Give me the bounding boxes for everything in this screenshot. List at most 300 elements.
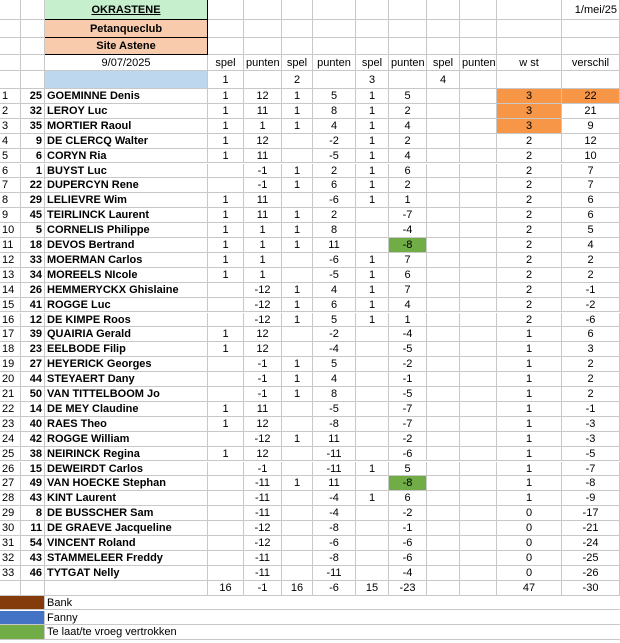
total-s3[interactable]: 15 bbox=[356, 581, 389, 596]
score-s1[interactable] bbox=[208, 357, 244, 372]
cell[interactable] bbox=[282, 38, 313, 55]
score-s3[interactable]: 1 bbox=[356, 193, 389, 208]
score-p1[interactable]: 11 bbox=[244, 149, 282, 164]
wins-cell[interactable]: 0 bbox=[497, 566, 562, 581]
score-p3[interactable]: -4 bbox=[389, 223, 427, 238]
difference-cell[interactable]: -9 bbox=[562, 491, 620, 506]
score-p1[interactable]: 1 bbox=[244, 238, 282, 253]
cell[interactable] bbox=[562, 20, 620, 38]
total-p3[interactable]: -23 bbox=[389, 581, 427, 596]
score-s3[interactable]: 1 bbox=[356, 268, 389, 283]
difference-cell[interactable]: 10 bbox=[562, 149, 620, 164]
score-p3[interactable]: -5 bbox=[389, 387, 427, 402]
club-name[interactable]: Petanqueclub bbox=[45, 20, 208, 38]
score-s2[interactable]: 1 bbox=[282, 164, 313, 179]
difference-cell[interactable]: -2 bbox=[562, 298, 620, 313]
score-s4[interactable] bbox=[427, 164, 460, 179]
score-p4[interactable] bbox=[460, 417, 497, 432]
score-s3[interactable] bbox=[356, 506, 389, 521]
player-name[interactable]: DE KIMPE Roos bbox=[45, 313, 208, 328]
score-p2[interactable]: -11 bbox=[313, 462, 356, 477]
rank-cell[interactable]: 28 bbox=[0, 491, 21, 506]
score-s3[interactable]: 1 bbox=[356, 89, 389, 104]
score-s3[interactable] bbox=[356, 447, 389, 462]
score-s1[interactable] bbox=[208, 491, 244, 506]
player-number[interactable]: 6 bbox=[21, 149, 45, 164]
wins-cell[interactable]: 0 bbox=[497, 521, 562, 536]
score-s4[interactable] bbox=[427, 313, 460, 328]
score-s3[interactable] bbox=[356, 551, 389, 566]
score-s1[interactable] bbox=[208, 476, 244, 491]
rank-cell[interactable]: 14 bbox=[0, 283, 21, 298]
score-p1[interactable]: -12 bbox=[244, 298, 282, 313]
score-s4[interactable] bbox=[427, 432, 460, 447]
score-p3[interactable]: -1 bbox=[389, 372, 427, 387]
round-number[interactable]: 3 bbox=[356, 71, 389, 89]
column-header-verschil[interactable]: verschil bbox=[562, 55, 620, 71]
difference-cell[interactable]: 3 bbox=[562, 342, 620, 357]
cell[interactable] bbox=[497, 20, 562, 38]
score-p2[interactable]: -4 bbox=[313, 342, 356, 357]
legend-swatch[interactable] bbox=[0, 625, 45, 640]
wins-cell[interactable]: 2 bbox=[497, 313, 562, 328]
cell[interactable] bbox=[0, 55, 21, 71]
difference-cell[interactable]: 22 bbox=[562, 89, 620, 104]
score-p2[interactable]: -11 bbox=[313, 447, 356, 462]
score-s1[interactable] bbox=[208, 462, 244, 477]
difference-cell[interactable]: -24 bbox=[562, 536, 620, 551]
score-s1[interactable]: 1 bbox=[208, 104, 244, 119]
score-p3[interactable]: 1 bbox=[389, 313, 427, 328]
score-s3[interactable]: 1 bbox=[356, 104, 389, 119]
player-name[interactable]: MORTIER Raoul bbox=[45, 119, 208, 134]
score-s2[interactable] bbox=[282, 447, 313, 462]
cell[interactable] bbox=[356, 0, 389, 20]
score-p1[interactable]: -11 bbox=[244, 491, 282, 506]
wins-cell[interactable]: 0 bbox=[497, 551, 562, 566]
player-name[interactable]: CORNELIS Philippe bbox=[45, 223, 208, 238]
score-p2[interactable]: 8 bbox=[313, 387, 356, 402]
score-p3[interactable]: 6 bbox=[389, 268, 427, 283]
rank-cell[interactable]: 6 bbox=[0, 164, 21, 179]
score-p2[interactable]: -6 bbox=[313, 193, 356, 208]
score-p3[interactable]: -8 bbox=[389, 476, 427, 491]
score-p3[interactable]: 4 bbox=[389, 149, 427, 164]
score-p3[interactable]: 6 bbox=[389, 491, 427, 506]
score-p4[interactable] bbox=[460, 462, 497, 477]
score-p1[interactable]: 12 bbox=[244, 417, 282, 432]
cell[interactable] bbox=[313, 71, 356, 89]
score-p1[interactable]: -1 bbox=[244, 387, 282, 402]
difference-cell[interactable]: 21 bbox=[562, 104, 620, 119]
wins-cell[interactable]: 1 bbox=[497, 402, 562, 417]
player-name[interactable]: LEROY Luc bbox=[45, 104, 208, 119]
match-date[interactable]: 9/07/2025 bbox=[45, 55, 208, 71]
score-p2[interactable]: -5 bbox=[313, 149, 356, 164]
score-p4[interactable] bbox=[460, 432, 497, 447]
wins-cell[interactable]: 1 bbox=[497, 462, 562, 477]
score-s4[interactable] bbox=[427, 462, 460, 477]
score-p1[interactable]: 1 bbox=[244, 253, 282, 268]
score-s2[interactable]: 1 bbox=[282, 119, 313, 134]
score-p3[interactable]: -4 bbox=[389, 327, 427, 342]
score-p4[interactable] bbox=[460, 476, 497, 491]
cell[interactable] bbox=[0, 38, 21, 55]
score-s4[interactable] bbox=[427, 387, 460, 402]
score-s3[interactable]: 1 bbox=[356, 313, 389, 328]
score-p4[interactable] bbox=[460, 402, 497, 417]
score-p3[interactable]: -7 bbox=[389, 402, 427, 417]
wins-cell[interactable]: 1 bbox=[497, 432, 562, 447]
cell[interactable] bbox=[460, 0, 497, 20]
difference-cell[interactable]: 7 bbox=[562, 178, 620, 193]
score-p1[interactable]: 12 bbox=[244, 327, 282, 342]
score-p4[interactable] bbox=[460, 268, 497, 283]
player-number[interactable]: 46 bbox=[21, 566, 45, 581]
score-p4[interactable] bbox=[460, 551, 497, 566]
player-number[interactable]: 40 bbox=[21, 417, 45, 432]
player-number[interactable]: 14 bbox=[21, 402, 45, 417]
score-s1[interactable] bbox=[208, 566, 244, 581]
score-s4[interactable] bbox=[427, 149, 460, 164]
score-p2[interactable]: -11 bbox=[313, 566, 356, 581]
score-s2[interactable] bbox=[282, 506, 313, 521]
difference-cell[interactable]: 2 bbox=[562, 268, 620, 283]
score-p1[interactable]: 12 bbox=[244, 134, 282, 149]
score-s2[interactable]: 1 bbox=[282, 432, 313, 447]
cell[interactable] bbox=[389, 0, 427, 20]
cell[interactable] bbox=[21, 581, 45, 596]
round-number[interactable]: 2 bbox=[282, 71, 313, 89]
difference-cell[interactable]: 5 bbox=[562, 223, 620, 238]
cell[interactable] bbox=[389, 38, 427, 55]
wins-cell[interactable]: 2 bbox=[497, 268, 562, 283]
score-s4[interactable] bbox=[427, 119, 460, 134]
score-s3[interactable] bbox=[356, 432, 389, 447]
score-s2[interactable] bbox=[282, 536, 313, 551]
score-s3[interactable]: 1 bbox=[356, 149, 389, 164]
score-s1[interactable]: 1 bbox=[208, 149, 244, 164]
cell[interactable] bbox=[21, 38, 45, 55]
season-date[interactable]: 1/mei/25 bbox=[562, 0, 620, 20]
player-name[interactable]: DE CLERCQ Walter bbox=[45, 134, 208, 149]
score-p1[interactable]: 11 bbox=[244, 402, 282, 417]
score-p3[interactable]: -4 bbox=[389, 566, 427, 581]
score-p3[interactable]: -1 bbox=[389, 521, 427, 536]
score-p2[interactable]: 4 bbox=[313, 119, 356, 134]
cell[interactable] bbox=[562, 38, 620, 55]
rank-cell[interactable]: 31 bbox=[0, 536, 21, 551]
wins-cell[interactable]: 3 bbox=[497, 119, 562, 134]
cell[interactable] bbox=[460, 20, 497, 38]
player-name[interactable]: DE BUSSCHER Sam bbox=[45, 506, 208, 521]
cell[interactable] bbox=[244, 71, 282, 89]
rank-cell[interactable]: 12 bbox=[0, 253, 21, 268]
difference-cell[interactable]: -3 bbox=[562, 417, 620, 432]
player-name[interactable]: TYTGAT Nelly bbox=[45, 566, 208, 581]
score-p2[interactable]: -4 bbox=[313, 506, 356, 521]
cell[interactable] bbox=[0, 581, 21, 596]
cell[interactable] bbox=[427, 0, 460, 20]
score-s3[interactable] bbox=[356, 566, 389, 581]
score-s1[interactable] bbox=[208, 283, 244, 298]
score-p3[interactable]: 2 bbox=[389, 134, 427, 149]
difference-cell[interactable]: -3 bbox=[562, 432, 620, 447]
player-name[interactable]: DEWEIRDT Carlos bbox=[45, 462, 208, 477]
player-name[interactable]: VINCENT Roland bbox=[45, 536, 208, 551]
score-s2[interactable]: 1 bbox=[282, 178, 313, 193]
score-p4[interactable] bbox=[460, 521, 497, 536]
score-p3[interactable]: -6 bbox=[389, 447, 427, 462]
wins-cell[interactable]: 2 bbox=[497, 193, 562, 208]
difference-cell[interactable]: -25 bbox=[562, 551, 620, 566]
difference-cell[interactable]: -17 bbox=[562, 506, 620, 521]
rank-cell[interactable]: 1 bbox=[0, 89, 21, 104]
wins-cell[interactable]: 1 bbox=[497, 476, 562, 491]
difference-cell[interactable]: -26 bbox=[562, 566, 620, 581]
cell[interactable] bbox=[389, 71, 427, 89]
score-p1[interactable]: -12 bbox=[244, 432, 282, 447]
cell[interactable] bbox=[282, 20, 313, 38]
player-number[interactable]: 35 bbox=[21, 119, 45, 134]
score-s1[interactable]: 1 bbox=[208, 417, 244, 432]
score-p4[interactable] bbox=[460, 89, 497, 104]
score-s2[interactable] bbox=[282, 327, 313, 342]
score-p3[interactable]: 5 bbox=[389, 462, 427, 477]
score-s1[interactable]: 1 bbox=[208, 89, 244, 104]
score-p2[interactable]: 11 bbox=[313, 238, 356, 253]
score-s4[interactable] bbox=[427, 551, 460, 566]
score-p4[interactable] bbox=[460, 387, 497, 402]
score-s3[interactable] bbox=[356, 342, 389, 357]
score-s4[interactable] bbox=[427, 417, 460, 432]
score-p2[interactable]: -6 bbox=[313, 253, 356, 268]
cell[interactable] bbox=[356, 20, 389, 38]
player-name[interactable]: STAMMELEER Freddy bbox=[45, 551, 208, 566]
score-s1[interactable] bbox=[208, 536, 244, 551]
score-p4[interactable] bbox=[460, 223, 497, 238]
score-s3[interactable]: 1 bbox=[356, 298, 389, 313]
score-p4[interactable] bbox=[460, 149, 497, 164]
cell[interactable] bbox=[313, 38, 356, 55]
player-number[interactable]: 11 bbox=[21, 521, 45, 536]
cell[interactable] bbox=[244, 20, 282, 38]
cell[interactable] bbox=[313, 20, 356, 38]
cell[interactable] bbox=[21, 20, 45, 38]
cell[interactable] bbox=[427, 20, 460, 38]
score-p3[interactable]: 4 bbox=[389, 119, 427, 134]
rank-cell[interactable]: 17 bbox=[0, 327, 21, 342]
rank-cell[interactable]: 10 bbox=[0, 223, 21, 238]
rank-cell[interactable]: 16 bbox=[0, 313, 21, 328]
rank-cell[interactable]: 9 bbox=[0, 208, 21, 223]
score-s1[interactable] bbox=[208, 387, 244, 402]
rank-cell[interactable]: 24 bbox=[0, 432, 21, 447]
score-s4[interactable] bbox=[427, 298, 460, 313]
score-s4[interactable] bbox=[427, 447, 460, 462]
score-p3[interactable]: 1 bbox=[389, 193, 427, 208]
total-p2[interactable]: -6 bbox=[313, 581, 356, 596]
score-s2[interactable]: 1 bbox=[282, 89, 313, 104]
legend-swatch[interactable] bbox=[0, 596, 45, 611]
difference-cell[interactable]: 4 bbox=[562, 238, 620, 253]
score-p1[interactable]: -11 bbox=[244, 476, 282, 491]
cell[interactable] bbox=[313, 0, 356, 20]
difference-cell[interactable]: 2 bbox=[562, 387, 620, 402]
cell[interactable] bbox=[21, 71, 45, 89]
score-s2[interactable] bbox=[282, 521, 313, 536]
score-s4[interactable] bbox=[427, 283, 460, 298]
legend-label[interactable]: Fanny bbox=[45, 611, 620, 626]
rank-cell[interactable]: 32 bbox=[0, 551, 21, 566]
difference-cell[interactable]: -5 bbox=[562, 447, 620, 462]
score-p2[interactable]: 6 bbox=[313, 178, 356, 193]
score-p4[interactable] bbox=[460, 298, 497, 313]
score-s1[interactable]: 1 bbox=[208, 238, 244, 253]
cell[interactable] bbox=[244, 0, 282, 20]
score-p2[interactable]: -8 bbox=[313, 417, 356, 432]
score-p1[interactable]: 11 bbox=[244, 208, 282, 223]
rank-cell[interactable]: 19 bbox=[0, 357, 21, 372]
player-name[interactable]: DE GRAEVE Jacqueline bbox=[45, 521, 208, 536]
score-p2[interactable]: -4 bbox=[313, 491, 356, 506]
score-p1[interactable]: 11 bbox=[244, 193, 282, 208]
difference-cell[interactable]: 12 bbox=[562, 134, 620, 149]
score-p1[interactable]: 12 bbox=[244, 89, 282, 104]
score-s3[interactable] bbox=[356, 223, 389, 238]
score-s1[interactable]: 1 bbox=[208, 327, 244, 342]
score-s1[interactable] bbox=[208, 432, 244, 447]
player-number[interactable]: 9 bbox=[21, 134, 45, 149]
rank-cell[interactable]: 21 bbox=[0, 387, 21, 402]
score-s2[interactable]: 1 bbox=[282, 313, 313, 328]
score-s2[interactable] bbox=[282, 566, 313, 581]
score-p3[interactable]: -6 bbox=[389, 551, 427, 566]
score-p3[interactable]: 7 bbox=[389, 283, 427, 298]
score-p2[interactable]: -2 bbox=[313, 327, 356, 342]
rank-cell[interactable]: 25 bbox=[0, 447, 21, 462]
cell[interactable] bbox=[21, 0, 45, 20]
wins-cell[interactable]: 1 bbox=[497, 417, 562, 432]
score-p3[interactable]: -7 bbox=[389, 208, 427, 223]
rank-cell[interactable]: 4 bbox=[0, 134, 21, 149]
score-p2[interactable]: -8 bbox=[313, 521, 356, 536]
score-s4[interactable] bbox=[427, 506, 460, 521]
score-p1[interactable]: -1 bbox=[244, 178, 282, 193]
score-s4[interactable] bbox=[427, 342, 460, 357]
score-p4[interactable] bbox=[460, 178, 497, 193]
score-p3[interactable]: -2 bbox=[389, 432, 427, 447]
score-s2[interactable] bbox=[282, 462, 313, 477]
player-name[interactable]: TEIRLINCK Laurent bbox=[45, 208, 208, 223]
player-number[interactable]: 44 bbox=[21, 372, 45, 387]
wins-cell[interactable]: 1 bbox=[497, 491, 562, 506]
cell[interactable] bbox=[497, 71, 562, 89]
score-s2[interactable] bbox=[282, 491, 313, 506]
score-s1[interactable] bbox=[208, 298, 244, 313]
cell[interactable] bbox=[244, 38, 282, 55]
score-s4[interactable] bbox=[427, 134, 460, 149]
wins-cell[interactable]: 2 bbox=[497, 149, 562, 164]
difference-cell[interactable]: 6 bbox=[562, 208, 620, 223]
rank-cell[interactable]: 29 bbox=[0, 506, 21, 521]
score-s4[interactable] bbox=[427, 372, 460, 387]
difference-cell[interactable]: 2 bbox=[562, 372, 620, 387]
score-s2[interactable] bbox=[282, 193, 313, 208]
score-p2[interactable]: 2 bbox=[313, 208, 356, 223]
rank-cell[interactable]: 33 bbox=[0, 566, 21, 581]
score-p4[interactable] bbox=[460, 134, 497, 149]
legend-label[interactable]: Bank bbox=[45, 596, 620, 611]
blue-cell[interactable] bbox=[45, 71, 208, 89]
player-name[interactable]: LELIEVRE Wim bbox=[45, 193, 208, 208]
score-s2[interactable] bbox=[282, 268, 313, 283]
score-s3[interactable]: 1 bbox=[356, 283, 389, 298]
player-number[interactable]: 18 bbox=[21, 238, 45, 253]
score-s2[interactable]: 1 bbox=[282, 238, 313, 253]
score-s1[interactable] bbox=[208, 178, 244, 193]
player-name[interactable]: DE MEY Claudine bbox=[45, 402, 208, 417]
score-p4[interactable] bbox=[460, 208, 497, 223]
score-s3[interactable] bbox=[356, 238, 389, 253]
player-number[interactable]: 43 bbox=[21, 491, 45, 506]
score-p3[interactable]: -6 bbox=[389, 536, 427, 551]
score-p4[interactable] bbox=[460, 506, 497, 521]
column-header-punten[interactable]: punten bbox=[244, 55, 282, 71]
cell[interactable] bbox=[282, 0, 313, 20]
player-name[interactable]: VAN HOECKE Stephan bbox=[45, 476, 208, 491]
cell[interactable] bbox=[460, 71, 497, 89]
score-p1[interactable]: -1 bbox=[244, 357, 282, 372]
player-name[interactable]: VAN TITTELBOOM Jo bbox=[45, 387, 208, 402]
player-name[interactable]: QUAIRIA Gerald bbox=[45, 327, 208, 342]
score-p4[interactable] bbox=[460, 342, 497, 357]
rank-cell[interactable]: 11 bbox=[0, 238, 21, 253]
cell[interactable] bbox=[208, 20, 244, 38]
score-s3[interactable]: 1 bbox=[356, 134, 389, 149]
score-p1[interactable]: -11 bbox=[244, 506, 282, 521]
score-s1[interactable] bbox=[208, 164, 244, 179]
cell[interactable] bbox=[497, 0, 562, 20]
score-s3[interactable] bbox=[356, 521, 389, 536]
score-p1[interactable]: 12 bbox=[244, 342, 282, 357]
score-s4[interactable] bbox=[427, 268, 460, 283]
score-s2[interactable] bbox=[282, 134, 313, 149]
score-p4[interactable] bbox=[460, 536, 497, 551]
player-number[interactable]: 23 bbox=[21, 342, 45, 357]
wins-cell[interactable]: 2 bbox=[497, 283, 562, 298]
column-header-punten[interactable]: punten bbox=[313, 55, 356, 71]
cell[interactable] bbox=[562, 71, 620, 89]
score-p2[interactable]: -2 bbox=[313, 134, 356, 149]
score-p2[interactable]: 4 bbox=[313, 283, 356, 298]
score-p4[interactable] bbox=[460, 447, 497, 462]
score-s1[interactable] bbox=[208, 551, 244, 566]
score-p4[interactable] bbox=[460, 313, 497, 328]
score-s1[interactable]: 1 bbox=[208, 134, 244, 149]
score-s1[interactable] bbox=[208, 506, 244, 521]
score-s4[interactable] bbox=[427, 357, 460, 372]
score-s4[interactable] bbox=[427, 521, 460, 536]
score-s1[interactable]: 1 bbox=[208, 447, 244, 462]
score-p2[interactable]: 11 bbox=[313, 476, 356, 491]
score-p4[interactable] bbox=[460, 119, 497, 134]
score-s4[interactable] bbox=[427, 491, 460, 506]
cell[interactable] bbox=[427, 581, 460, 596]
score-p3[interactable]: -8 bbox=[389, 238, 427, 253]
score-s1[interactable]: 1 bbox=[208, 119, 244, 134]
column-header-punten[interactable]: punten bbox=[389, 55, 427, 71]
